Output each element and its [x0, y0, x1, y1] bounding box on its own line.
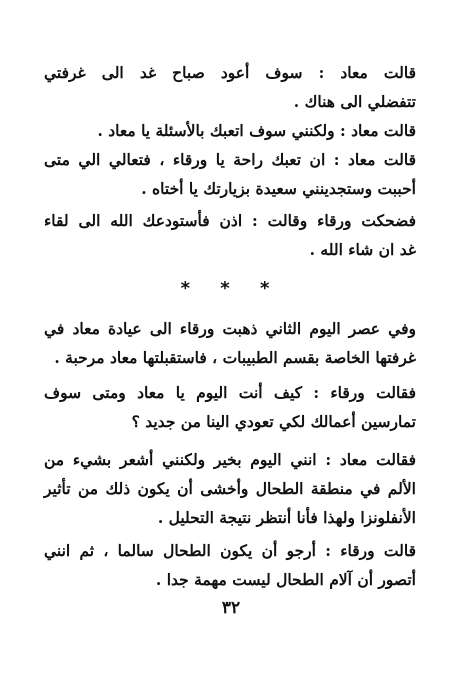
text-line: تتفضلي الى هناك . [293, 92, 416, 111]
text-line: قالت ورقاء : أرجو أن يكون الطحال سالما ، ثم انني [44, 541, 416, 560]
paragraph-4 [44, 314, 416, 372]
section-separator: * * * [180, 278, 282, 299]
paragraph-3 [44, 206, 416, 264]
text-line: فقالت ورقاء : كيف أنت اليوم يا معاد ومتى سوف [44, 383, 416, 402]
text-line: أتصور أن آلام الطحال ليست مهمة جدا . [155, 570, 416, 589]
paragraph-7 [44, 536, 416, 594]
text-line: قالت معاد : ان تعبك راحة يا ورقاء ، فتعالي الي متى [44, 150, 416, 169]
paragraph-1 [44, 58, 416, 116]
text-line: تمارسين أعمالك لكي تعودي الينا من جديد ؟ [131, 412, 416, 431]
text-line: قالت معاد : ولكنني سوف اتعبك بالأسئلة يا معاد . [97, 121, 416, 140]
text-line: غرفتها الخاصة بقسم الطبيبات ، فاستقبلتها معاد مرحبة . [54, 348, 416, 367]
text-line: قالت معاد : سوف أعود صباح غد الى غرفتي [44, 63, 416, 82]
paragraph-5 [44, 378, 416, 436]
paragraph-6 [44, 445, 416, 532]
text-line: وفي عصر اليوم الثاني ذهبت ورقاء الى عيادة معاد في [44, 319, 416, 338]
text-line: فقالت معاد : انني اليوم بخير ولكنني أشعر بشيء من [44, 450, 416, 469]
page-number: ٣٢ [221, 598, 241, 618]
text-line: فضحكت ورقاء وقالت : اذن فأستودعك الله الى لقاء [44, 211, 416, 230]
text-line: أحببت وستجدينني سعيدة بزيارتك يا أختاه . [141, 179, 416, 198]
paragraph-2 [44, 116, 416, 203]
text-line: الألم في منطقة الطحال وأخشى أن يكون ذلك من تأثير [44, 479, 416, 498]
text-line: الأنفلونزا ولهذا فأنا أنتظر نتيجة التحليل . [157, 508, 416, 527]
text-line: غد ان شاء الله . [309, 240, 416, 259]
